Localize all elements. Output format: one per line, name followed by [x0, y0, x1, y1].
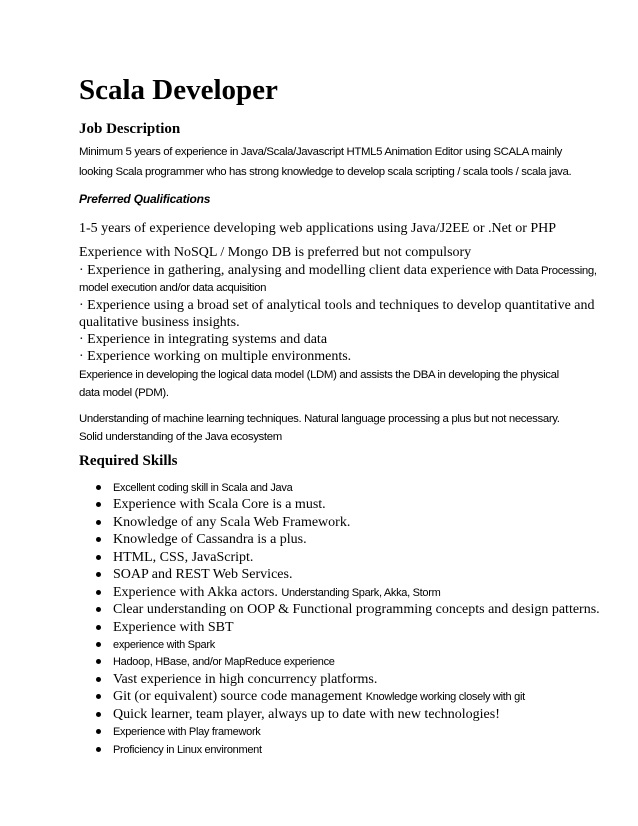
experience-line: · Experience in integrating systems and data — [79, 332, 328, 347]
ldm-line: Experience in developing the logical data model (LDM) and assists the DBA in developing the physical — [79, 369, 559, 381]
bullet-icon — [96, 694, 101, 699]
experience-line-serif: · Experience in gathering, analysing and modelling client data experience — [79, 263, 492, 278]
list-item — [93, 513, 600, 530]
bullet-icon — [96, 485, 101, 490]
list-item — [93, 687, 600, 704]
skill-text-serif: Knowledge of any Scala Web Framework. — [113, 514, 351, 530]
preferred-qualifications-heading: Preferred Qualifications — [79, 192, 211, 206]
skill-text-serif: Clear understanding on OOP & Functional programming concepts and design patterns. — [113, 602, 600, 618]
bullet-icon — [96, 590, 101, 595]
list-item — [93, 618, 600, 635]
list-item — [93, 740, 600, 757]
experience-line-sans: with Data Processing, — [491, 265, 597, 277]
skill-text-serif: Experience with Akka actors. — [113, 584, 282, 600]
list-item — [93, 635, 600, 652]
list-item — [93, 670, 600, 687]
experience-line: · Experience working on multiple environments. — [79, 349, 352, 364]
ml-paragraph — [79, 410, 569, 446]
skill-text-sans: experience with Spark — [113, 638, 215, 651]
bullet-icon — [96, 520, 101, 525]
years-experience-line: 1-5 years of experience developing web applications using Java/J2EE or .Net or PHP — [79, 221, 557, 236]
skill-text-serif: Vast experience in high concurrency platforms. — [113, 671, 378, 687]
list-item — [93, 548, 600, 565]
skill-text-sans: Experience with Play framework — [113, 726, 261, 739]
list-item — [93, 565, 600, 582]
skill-text-serif: Knowledge of Cassandra is a plus. — [113, 532, 307, 548]
ml-line: Solid understanding of the Java ecosystem — [79, 431, 282, 443]
list-item — [93, 722, 600, 739]
job-description-line: looking Scala programmer who has strong knowledge to develop scala scripting / scala tools / scala java. — [79, 166, 572, 178]
experience-line: Experience with NoSQL / Mongo DB is preferred but not compulsory — [79, 245, 472, 260]
bullet-icon — [96, 502, 101, 507]
job-description-line: Minimum 5 years of experience in Java/Scala/Javascript HTML5 Animation Editor using SCALA mainly — [79, 146, 562, 158]
bullet-icon — [96, 729, 101, 734]
ldm-line: data model (PDM). — [79, 387, 169, 399]
skill-text-sans: Excellent coding skill in Scala and Java — [113, 482, 293, 494]
experience-line: · Experience using a broad set of analytical tools and techniques to develop quantitative and — [79, 298, 595, 313]
list-item — [93, 705, 600, 722]
skill-text-serif: Experience with Scala Core is a must. — [113, 497, 326, 513]
page-title: Scala Developer — [79, 74, 278, 106]
skill-text-sans: Understanding Spark, Akka, Storm — [281, 586, 441, 599]
bullet-icon — [96, 537, 101, 542]
list-item — [93, 495, 600, 512]
required-skills-heading: Required Skills — [79, 453, 178, 469]
ldm-paragraph — [79, 366, 569, 402]
bullet-icon — [96, 625, 101, 630]
bullet-icon — [96, 555, 101, 560]
skill-text-sans: Proficiency in Linux environment — [113, 743, 262, 756]
experience-line — [79, 261, 597, 280]
list-item — [93, 600, 600, 617]
list-item — [93, 530, 600, 547]
skill-text-sans: Knowledge working closely with git — [365, 691, 525, 704]
skill-text-serif: Quick learner, team player, always up to date with new technologies! — [113, 706, 500, 722]
required-skills-list — [93, 478, 600, 757]
job-description-paragraph — [79, 142, 572, 182]
list-item — [93, 652, 600, 669]
bullet-icon — [96, 659, 101, 664]
list-item — [93, 583, 600, 600]
skill-text-serif: HTML, CSS, JavaScript. — [113, 549, 254, 565]
bullet-icon — [96, 572, 101, 577]
bullet-icon — [96, 607, 101, 612]
ml-line: Understanding of machine learning techniques. Natural language processing a plus but not necessary. — [79, 413, 560, 425]
skill-text-serif: SOAP and REST Web Services. — [113, 567, 293, 583]
job-description-heading: Job Description — [79, 121, 181, 137]
bullet-icon — [96, 642, 101, 647]
experience-line: qualitative business insights. — [79, 315, 240, 330]
bullet-icon — [96, 712, 101, 717]
experience-paragraph — [79, 244, 597, 365]
bullet-icon — [96, 677, 101, 682]
skill-text-serif: Experience with SBT — [113, 619, 234, 635]
skill-text-sans: Hadoop, HBase, and/or MapReduce experience — [113, 656, 335, 669]
skill-text-serif: Git (or equivalent) source code management — [113, 689, 366, 705]
experience-line: model execution and/or data acquisition — [79, 282, 267, 294]
list-item — [93, 478, 600, 495]
bullet-icon — [96, 747, 101, 752]
